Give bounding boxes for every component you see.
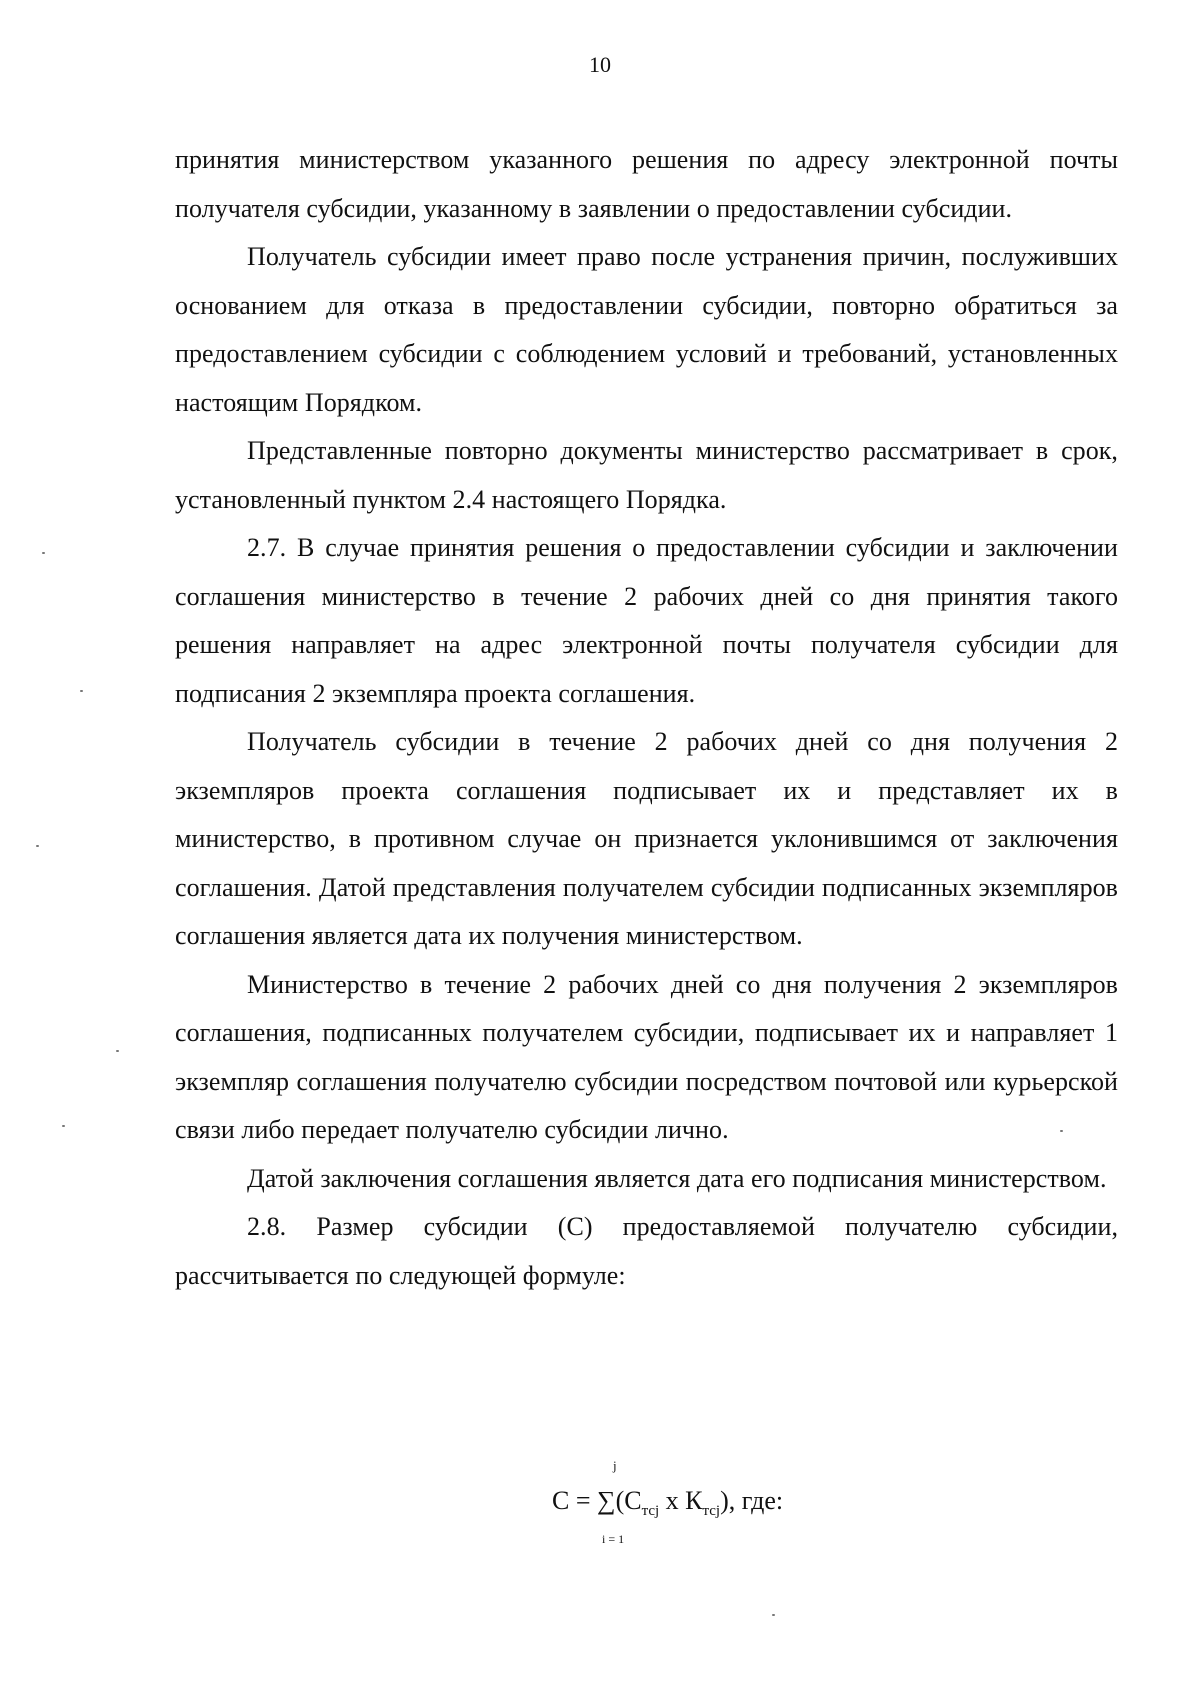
scan-speck [62,1125,65,1127]
paragraph-6: Министерство в течение 2 рабочих дней со дня получения 2 экземпляров соглашения, подписанных получателем субсидии, подписывает их и направляет 1 экземпляр соглашения получателю субсидии посредством почтовой или курьерской связи либо передает получателю субсидии лично. [175,969,1118,1144]
paragraph-7: Датой заключения соглашения является дата его подписания министерством. [247,1163,1107,1193]
paragraph-5: Получатель субсидии в течение 2 рабочих дней со дня получения 2 экземпляров проекта соглашения подписывает их и представляет их в министерство, в противном случае он признается уклонившимся от заключения соглашения. Датой представления получателем субсидии подписанных экземпляров соглашения является дата их получения министерством. [175,727,1118,950]
sum-upper-limit: j [613,1458,617,1473]
formula-suffix: где: [735,1486,784,1515]
sum-sign: ∑ [597,1486,616,1515]
formula-term-1: С [624,1486,642,1515]
sum-lower-limit: i = 1 [602,1532,625,1546]
formula-lhs: С = [552,1486,598,1515]
formula-times: x [659,1486,686,1515]
subsidy-formula [0,1458,1200,1548]
scan-speck [1060,1130,1063,1132]
formula-expression [552,1486,783,1520]
paragraph-1: принятия министерством указанного решения по адресу электронной почты получателя субсидии, указанному в заявлении о предоставлении субсидии. [175,145,1118,223]
formula-close-paren: ), [720,1486,736,1515]
formula-term-1-subscript: тсj [641,1503,660,1519]
document-body [175,136,1118,1300]
formula-term-2: К [685,1486,703,1515]
paragraph-3: Представленные повторно документы министерство рассматривает в срок, установленный пунктом 2.4 настоящего Порядка. [175,436,1118,514]
paragraph-4: 2.7. В случае принятия решения о предоставлении субсидии и заключении соглашения министерство в течение 2 рабочих дней со дня принятия такого решения направляет на адрес электронной почты получателя субсидии для подписания 2 экземпляра проекта соглашения. [175,533,1118,708]
page-number: 10 [589,52,611,77]
scan-speck [36,845,39,847]
scan-speck [42,552,45,554]
scan-speck [772,1614,775,1616]
scan-speck [80,690,83,692]
paragraph-2: Получатель субсидии имеет право после устранения причин, послуживших основанием для отказа в предоставлении субсидии, повторно обратиться за предоставлением субсидии с соблюдением условий и требований, установленных настоящим Порядком. [175,242,1118,417]
formula-open-paren: ( [615,1486,625,1515]
scan-speck [116,1050,119,1052]
paragraph-8: 2.8. Размер субсидии (С) предоставляемой получателю субсидии, рассчитывается по следующей формуле: [175,1212,1118,1290]
formula-term-2-subscript: тсj [702,1503,721,1519]
